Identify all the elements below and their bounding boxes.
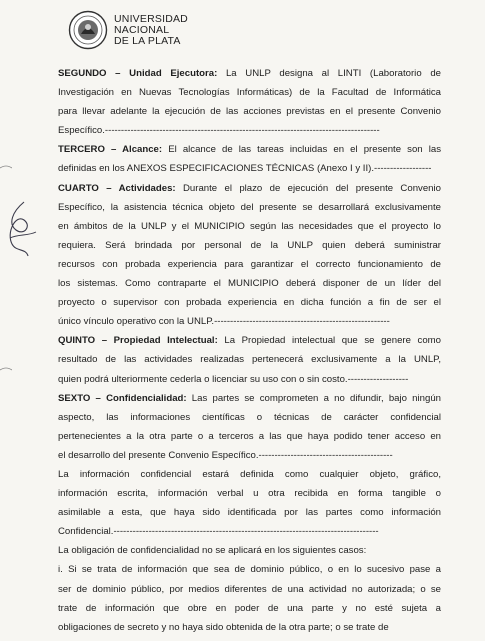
text-line — [58, 389, 441, 408]
text-run: Las partes se comprometen a no difundir, bajo ningún — [186, 392, 441, 404]
text-line — [58, 522, 441, 541]
text-run: resultado de las actividades realizadas pertenecerá exclusivamente a la UNLP, — [58, 354, 441, 366]
text-line — [58, 217, 441, 236]
text-run: La UNLP designa al LINTI (Laboratorio de — [217, 68, 441, 79]
university-name-line: NACIONAL — [114, 23, 170, 36]
scan-edge-mark — [0, 364, 12, 376]
text-run: trate de información que obre en poder de una parte y no esté sujeta a — [58, 602, 441, 614]
text-run: La Propiedad intelectual que se genere como — [217, 335, 441, 347]
document-body — [58, 64, 441, 637]
text-run: El alcance de las tareas incluidas en el presente son las — [162, 144, 441, 156]
text-run: información escrita, información verbal u otra recibida en forma tangible o — [58, 488, 441, 500]
text-run: los sistemas. Como contraparte el MUNICIPIO deberá disponer de un líder del — [58, 278, 441, 290]
clause-sexto-3 — [58, 541, 441, 560]
clause-heading: SEXTO – Confidencialidad: — [58, 392, 187, 404]
text-line — [58, 274, 441, 293]
text-run: i. Si se trata de información que sea de dominio público, o en lo sucesivo pase a — [58, 564, 441, 576]
letterhead — [68, 6, 188, 54]
text-line — [58, 179, 441, 198]
text-run: proyecto o supervisor con probada experiencia en dicha función a fin de ser el — [58, 297, 441, 309]
text-line — [58, 408, 441, 427]
text-line — [58, 64, 441, 83]
text-run: La información confidencial estará definida como cualquier objeto, gráfico, — [58, 468, 441, 480]
clause-sexto — [58, 389, 441, 465]
text-run: en ámbitos de la UNLP y el MUNICIPIO según las necesidades que el proyecto lo — [58, 220, 441, 232]
text-line — [58, 312, 441, 331]
text-run: Específico, la asistencia técnica objeto del presente se desarrollará exclusivamente — [58, 201, 441, 213]
clause-heading: SEGUNDO – Unidad Ejecutora: — [58, 68, 218, 79]
text-run: aspecto, las informaciones científicas o técnicas de carácter confidencial — [58, 411, 441, 423]
clause-sexto-4 — [58, 560, 441, 636]
text-line — [58, 599, 441, 618]
text-run: Durante el plazo de ejecución del presente Convenio — [175, 182, 441, 194]
text-run: requiera. Será brindada por personal de la UNLP quien deberá suministrar — [58, 239, 441, 251]
text-run: definidas en los ANEXOS ESPECIFICACIONES TÉCNICAS (Anexo I y II).------------------ — [58, 163, 432, 175]
university-name-line: DE LA PLATA — [114, 34, 181, 47]
university-seal-icon — [68, 10, 108, 50]
clause-cuarto — [58, 179, 441, 332]
text-line — [58, 560, 441, 579]
text-run: el desarrollo del presente Convenio Específico.------------------------------------------ — [58, 449, 393, 461]
clause-quinto — [58, 331, 441, 388]
university-name-line: UNIVERSIDAD — [114, 12, 188, 25]
text-run: Investigación en Nuevas Tecnologías Informáticas) de la Facultad de Informática — [58, 87, 441, 99]
text-run: quien podrá ulteriormente cederla o licenciar su uso con o sin costo.------------------- — [58, 373, 409, 385]
text-run: pertenecientes a la otra parte o a terceros a las que haya podido tener acceso en — [58, 430, 441, 442]
university-name — [114, 14, 188, 47]
text-line — [58, 427, 441, 446]
text-line — [58, 370, 441, 389]
text-line — [58, 541, 441, 560]
text-line — [58, 446, 441, 465]
text-line — [58, 580, 441, 599]
clause-heading: CUARTO – Actividades: — [58, 182, 176, 194]
text-line — [58, 102, 441, 121]
text-line — [58, 618, 441, 637]
clause-heading: TERCERO – Alcance: — [58, 144, 163, 156]
text-line — [58, 484, 441, 503]
clause-segundo — [58, 64, 441, 140]
text-line — [58, 236, 441, 255]
clause-heading: QUINTO – Propiedad Intelectual: — [58, 335, 218, 347]
clause-tercero — [58, 140, 441, 178]
text-line — [58, 83, 441, 102]
text-line — [58, 293, 441, 312]
text-run: Específico.-------------------------------------------------------------------------------------- — [58, 125, 380, 137]
text-run: Confidencial.----------------------------------------------------------------------------------- — [58, 526, 379, 538]
text-line — [58, 465, 441, 484]
text-line — [58, 331, 441, 350]
text-run: para llevar adelante la ejecución de las acciones previstas en el presente Convenio — [58, 106, 441, 118]
text-line — [58, 121, 441, 140]
scan-edge-mark — [0, 162, 12, 174]
text-line — [58, 159, 441, 178]
text-run: ser de dominio público, por medios diferentes de una actividad no autorizada; o se — [58, 583, 441, 595]
text-line — [58, 198, 441, 217]
text-line — [58, 503, 441, 522]
text-line — [58, 350, 441, 369]
text-run: obligaciones de secreto y no haya sido obtenida de la otra parte; o se trate de — [58, 621, 389, 633]
text-run: La obligación de confidencialidad no se aplicará en los siguientes casos: — [58, 545, 367, 557]
text-run: recursos con probada experiencia para garantizar el correcto funcionamiento de — [58, 258, 441, 270]
text-run: único vínculo operativo con la UNLP.------------------------------------------------------- — [58, 316, 390, 328]
text-run: asimilable a esta, que haya sido identificada por las partes como información — [58, 507, 441, 519]
text-line — [58, 140, 441, 159]
handwritten-signature — [2, 198, 40, 262]
text-line — [58, 255, 441, 274]
clause-sexto-2 — [58, 465, 441, 541]
